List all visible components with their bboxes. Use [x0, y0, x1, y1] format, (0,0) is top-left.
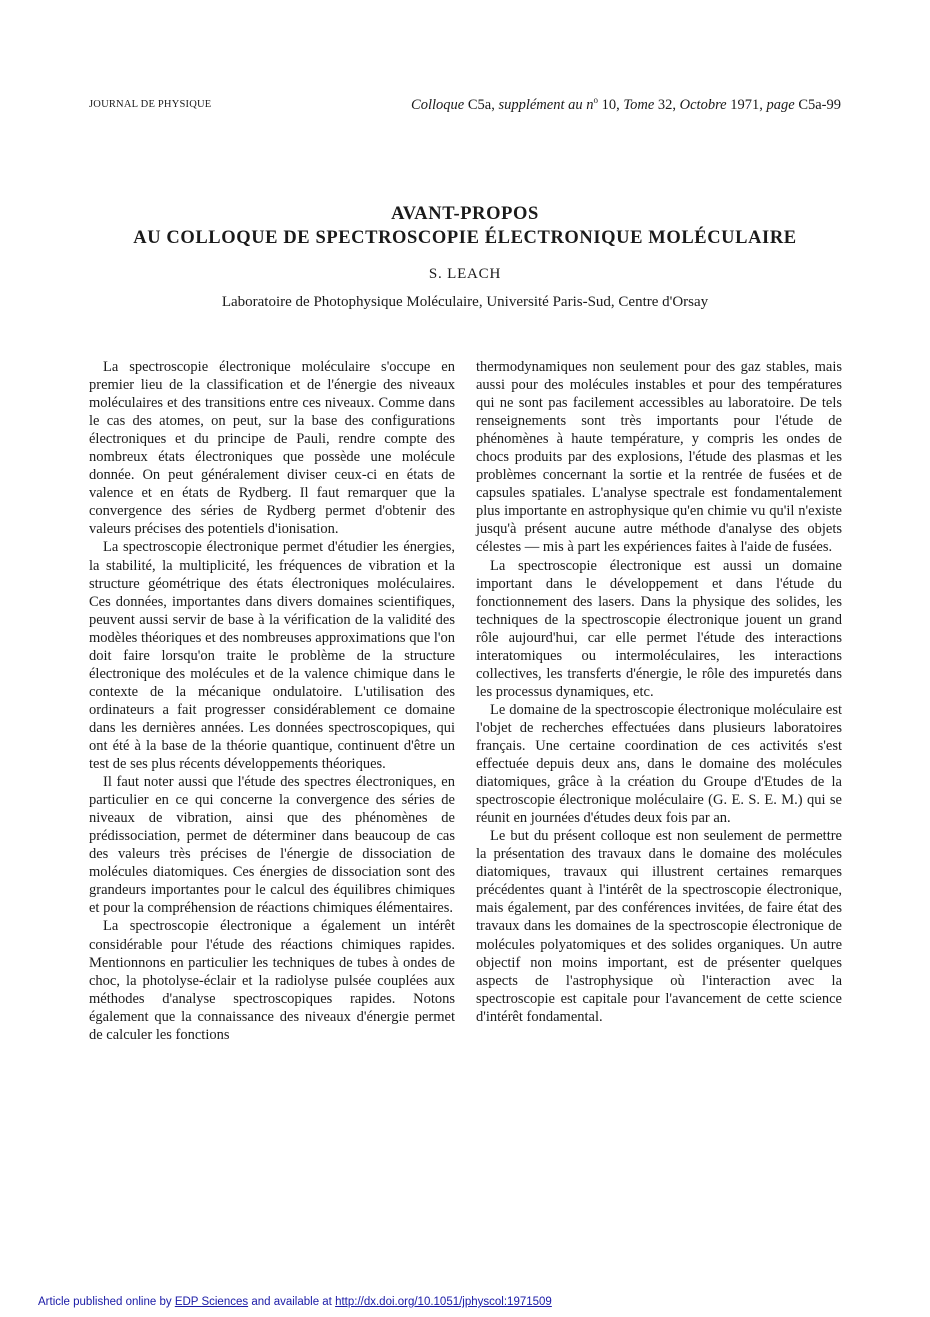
left-column	[89, 358, 455, 1044]
paragraph-5: La spectroscopie électronique est aussi un domaine important dans le développement et dans l'étude du fonctionnement des lasers. Dans la physique des solides, les techniques de la spectroscopie électronique jouent un grand rôle aujourd'hui, car elle permet l'étude des interactions interatomiques ou intermoléculaires, les interactions collectives, les transferts d'énergie, le rôle des impuretés dans les processus dynamiques, etc.	[476, 557, 842, 700]
month: Octobre	[679, 96, 727, 113]
supplement-superscript: o	[593, 95, 598, 105]
supplement-label: supplément au n	[498, 96, 594, 113]
footer-text-1: Article published online by	[38, 1296, 172, 1308]
affiliation: Laboratoire de Photophysique Moléculaire, Université Paris-Sud, Centre d'Orsay	[221, 294, 709, 310]
paragraph-2: La spectroscopie électronique permet d'étudier les énergies, la stabilité, la multiplicité, les fréquences de vibration et la structure géométrique des états électroniques moléculaires. Ces données, importantes dans divers domaines scientifiques, peuvent aussi servir de base à la vérification de la validité des modèles théoriques et des nombreuses approximations que l'on doit faire lorsqu'on traite le problème de la structure électronique des molécules et de la valence chimique dans le contexte de la mécanique ondulatoire. L'utilisation des ordinateurs a fait progresser considérablement ce domaine dans les dernières années. Les données spectroscopiques, qui ont été à la base de la théorie quantique, continuent d'être un test de ses plus récents développements théoriques.	[89, 539, 455, 773]
paragraph-3: Il faut noter aussi que l'étude des spectres électroniques, en particulier en ce qui concerne la convergence des séries de niveaux de vibration, ainsi que des phénomènes de prédissociation, permet de déterminer dans beaucoup de cas des valeurs très précises de l'énergie de dissociation de molécules diatomiques. Ces énergies de dissociation sont des grandeurs importantes pour le calcul des équilibres chimiques et pour la compréhension de réactions chimiques élémentaires.	[89, 774, 455, 917]
paragraph-7: Le but du présent colloque est non seulement de permettre la présentation des travaux dans le domaine des molécules diatomiques, travaux qui illustrent certaines remarques précédentes quant à l'intérêt de la spectroscopie électronique, mais également, par des conférences invitées, de faire état des travaux dans les domaines de la spectroscopie électronique de molécules polyatomiques et des solides organiques. Un autre objectif non moins important, est de présenter quelques aspects de l'astrophysique où l'interaction avec la spectroscopie est capitale pour l'avancement de cette science d'intérêt fondamental.	[476, 828, 842, 1025]
paragraph-4: La spectroscopie électronique a également un intérêt considérable pour l'étude des réactions chimiques rapides. Mentionnons en particulier les techniques de tubes à ondes de choc, la photolyse-éclair et la radiolyse pulsée couplées aux méthodes d'analyse spectroscopiques rapides. Notons également que la connaissance des niveaux d'énergie permet de calculer les fonctions	[89, 918, 455, 1043]
page-value: C5a-99	[798, 96, 841, 113]
footer-text-2: and available at	[251, 1296, 332, 1308]
publication-footer	[38, 1296, 552, 1308]
journal-name: JOURNAL DE PHYSIQUE	[89, 99, 212, 110]
year: 1971,	[730, 96, 763, 113]
author: S. LEACH	[428, 266, 502, 282]
paragraph-6: Le domaine de la spectroscopie électronique moléculaire est l'objet de recherches effectuées dans plusieurs laboratoires français. Une certaine coordination de ces activités s'est effectuée depuis deux ans, dans le domaine des molécules diatomiques, grâce à la création du Groupe d'Etudes de la spectroscopie électronique moléculaire (G. E. S. E. M.) qui se réunit en journées d'études deux fois par an.	[476, 701, 842, 827]
colloque-label: Colloque	[411, 96, 465, 113]
paragraph-1: La spectroscopie électronique moléculaire s'occupe en premier lieu de la classification et de l'énergie des niveaux moléculaires et des transitions entre ces niveaux. Comme dans le cas des atomes, on peut, sur la base des configurations électroniques et du principe de Pauli, rendre compte des nombreux états électroniques que possède une molécule donnée. On peut généralement diviser ceux-ci en états de valence et en états de Rydberg. Il faut remarquer que la convergence des séries de Rydberg permet d'obtenir des valeurs précises des potentiels d'ionisation.	[89, 359, 455, 538]
publisher-link[interactable]: EDP Sciences	[174, 1296, 249, 1308]
page-label: page	[766, 96, 795, 113]
issue-number: 10,	[601, 96, 620, 113]
article-title-line2: AU COLLOQUE DE SPECTROSCOPIE ÉLECTRONIQUE MOLÉCULAIRE	[133, 228, 797, 248]
article-title-line1: AVANT-PROPOS	[391, 204, 539, 224]
issue-citation	[411, 95, 841, 114]
tome-value: 32,	[657, 96, 677, 113]
tome-label: Tome	[623, 96, 655, 113]
doi-link[interactable]: http://dx.doi.org/10.1051/jphyscol:1971509	[335, 1296, 552, 1308]
colloque-code: C5a,	[467, 96, 495, 113]
right-column	[476, 358, 842, 1026]
paragraph-4-continued: thermodynamiques non seulement pour des gaz stables, mais aussi pour des molécules instables et pour des températures qui ne sont pas facilement accessibles au laboratoire. De tels renseignements sont très importants pour l'étude de phénomènes à haute température, y compris les ondes de chocs produits par des explosions, l'étude des plasmas et les problèmes concernant la sortie et la rentrée de fusées et de capsules spatiales. L'analyse spectrale est fondamentalement plus importante en astrophysique qu'en chimie vu qu'il n'existe jusqu'à présent aucune autre méthode d'analyse des objets célestes — mis à part les expériences faites à l'aide de fusées.	[476, 359, 842, 556]
